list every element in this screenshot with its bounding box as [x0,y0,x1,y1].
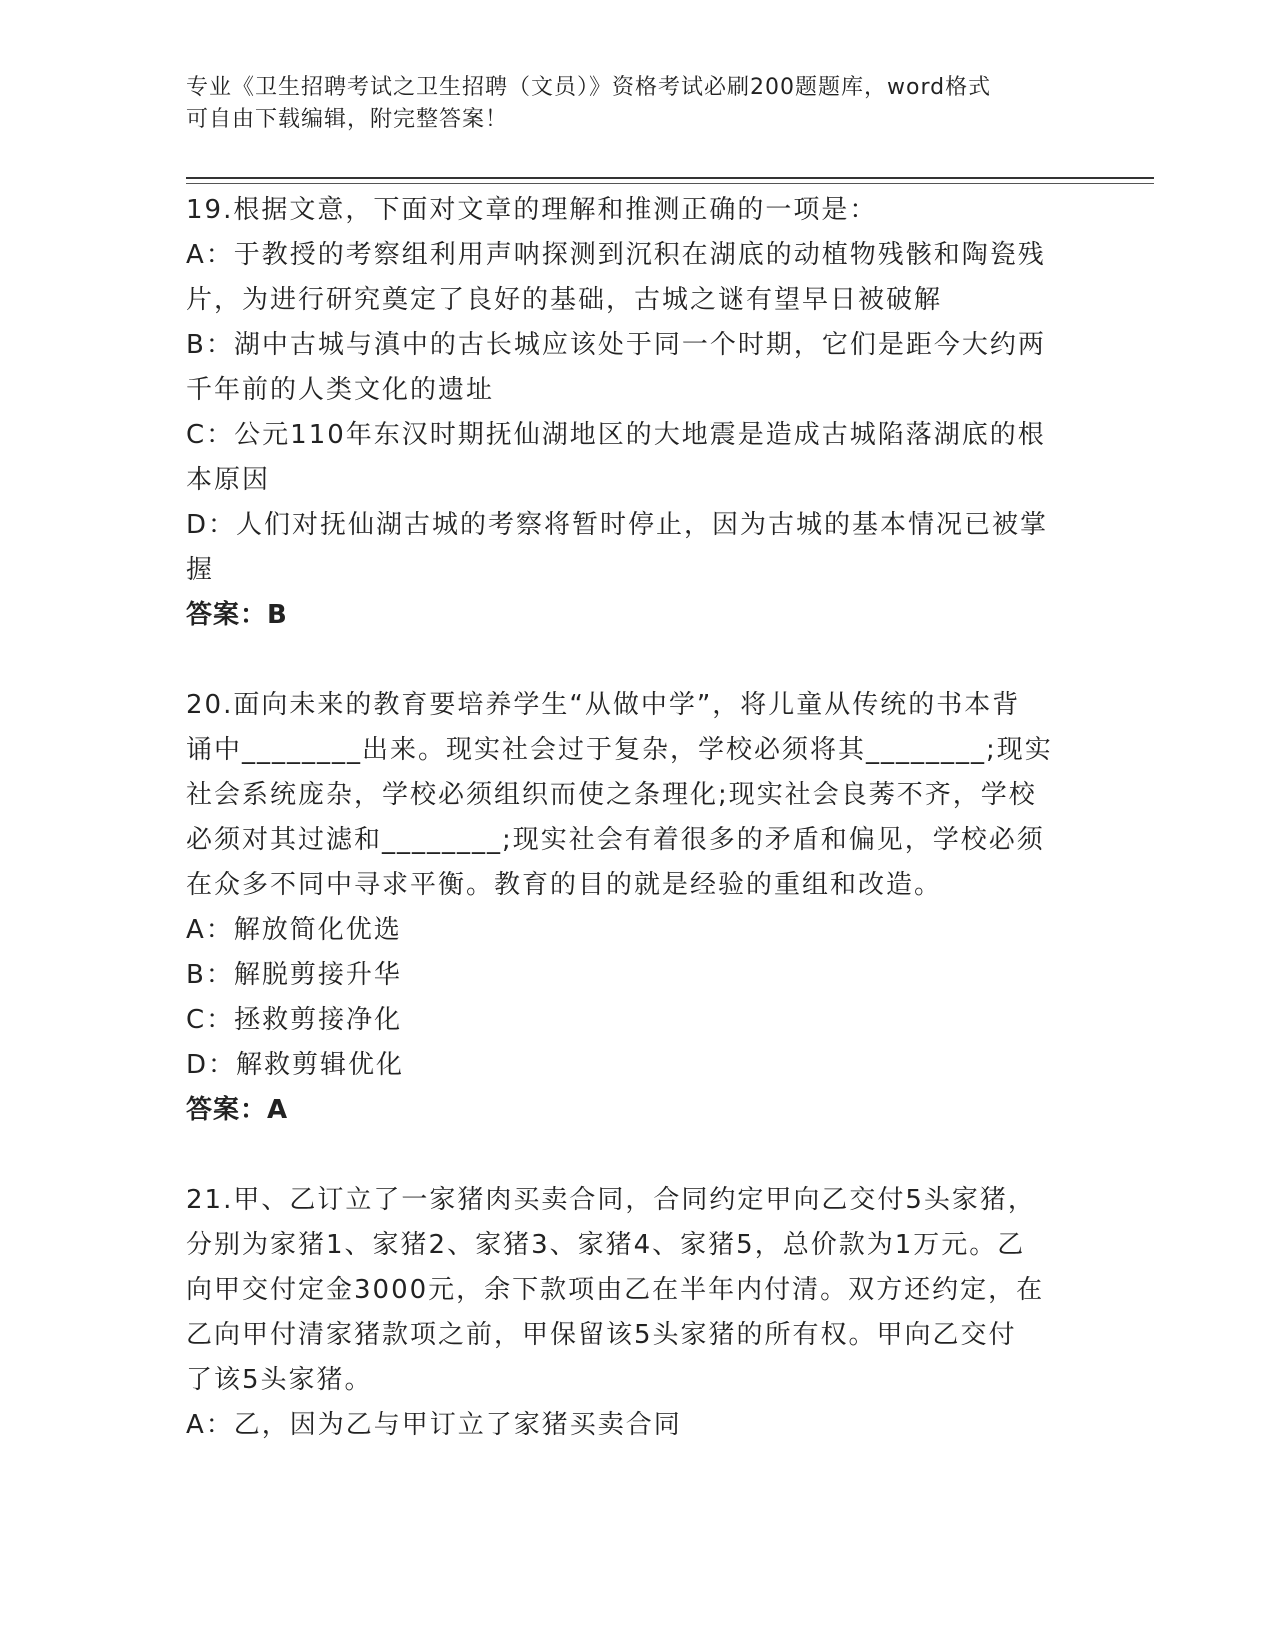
answer-label: 答案：A [186,1095,289,1125]
question-stem-continued: 社会系统庞杂，学校必须组织而使之条理化;现实社会良莠不齐，学校 [186,780,1037,810]
question-stem: 21.甲、乙订立了一家猪肉买卖合同，合同约定甲向乙交付5头家猪， [186,1185,1036,1215]
page-header [186,72,1086,136]
question-21 [186,1178,1086,1448]
header-line-1: 专业《卫生招聘考试之卫生招聘（文员）》资格考试必刷200题题库，word格式 [186,75,992,100]
option-c: C：拯救剪接净化 [186,1005,403,1035]
option-a: A：解放简化优选 [186,915,402,945]
header-line-2: 可自由下载编辑，附完整答案！ [186,107,509,132]
question-list [186,188,1086,1448]
question-stem: 20.面向未来的教育要培养学生“从做中学”，将儿童从传统的书本背 [186,690,1021,720]
question-stem-continued: 分别为家猪1、家猪2、家猪3、家猪4、家猪5，总价款为1万元。乙 [186,1230,1026,1260]
option-d: D：解救剪辑优化 [186,1050,405,1080]
question-stem-continued: 必须对其过滤和________;现实社会有着很多的矛盾和偏见，学校必须 [186,825,1045,855]
option-d: D：人们对抚仙湖古城的考察将暂时停止，因为古城的基本情况已被掌 [186,510,1049,540]
option-b-continued: 千年前的人类文化的遗址 [186,375,495,405]
question-stem-continued: 在众多不同中寻求平衡。教育的目的就是经验的重组和改造。 [186,870,943,900]
option-b: B：解脱剪接升华 [186,960,402,990]
option-a-continued: 片，为进行研究奠定了良好的基础，古城之谜有望早日被破解 [186,285,943,315]
option-b: B：湖中古城与滇中的古长城应该处于同一个时期，它们是距今大约两 [186,330,1046,360]
answer-label: 答案：B [186,600,288,630]
question-stem-continued: 诵中________出来。现实社会过于复杂，学校必须将其________;现实 [186,735,1053,765]
option-d-continued: 握 [186,555,215,585]
question-stem: 19.根据文意，下面对文章的理解和推测正确的一项是： [186,195,878,225]
option-a: A：于教授的考察组利用声呐探测到沉积在湖底的动植物残骸和陶瓷残 [186,240,1046,270]
option-c: C：公元110年东汉时期抚仙湖地区的大地震是造成古城陷落湖底的根 [186,420,1046,450]
question-stem-continued: 了该5头家猪。 [186,1365,373,1395]
question-spacer [186,1133,1086,1178]
question-spacer [186,638,1086,683]
option-c-continued: 本原因 [186,465,271,495]
header-divider-thick [186,177,1154,179]
option-a: A：乙，因为乙与甲订立了家猪买卖合同 [186,1410,682,1440]
question-19 [186,188,1086,638]
question-20 [186,683,1086,1133]
question-stem-continued: 向甲交付定金3000元，余下款项由乙在半年内付清。双方还约定，在 [186,1275,1045,1305]
question-stem-continued: 乙向甲付清家猪款项之前，甲保留该5头家猪的所有权。甲向乙交付 [186,1320,1017,1350]
header-divider-thin [186,183,1154,184]
